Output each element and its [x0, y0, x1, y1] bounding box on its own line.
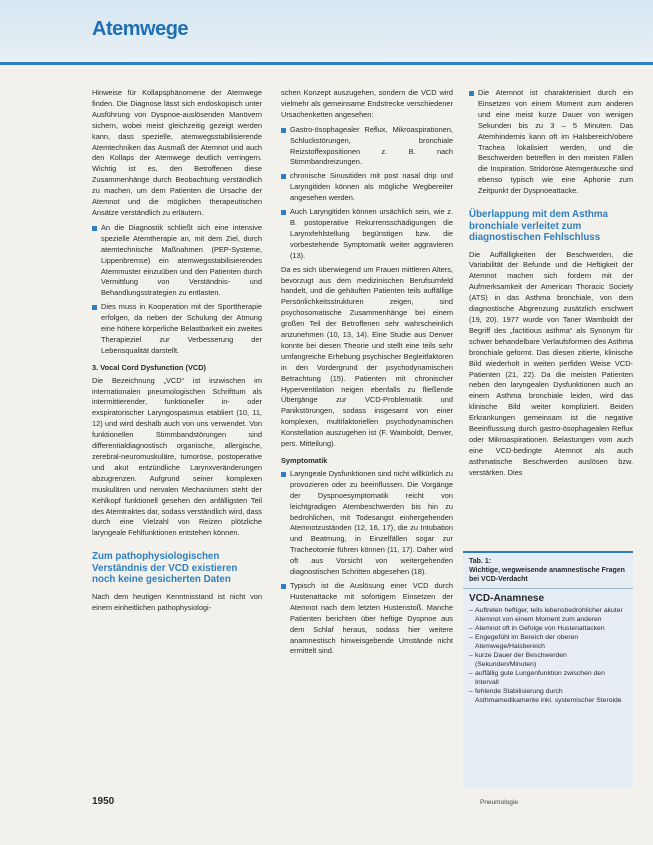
square-bullet-icon [281, 472, 286, 477]
subheading: 3. Vocal Cord Dysfunction (VCD) [92, 362, 207, 372]
paragraph: schen Konzept auszugehen, sondern die VCD wird vielmehr als gemeinsame Endstrecke verschiedener Ursachenketten angesehen: [281, 88, 453, 119]
table-item: – auffällig gute Lungenfunktion zwischen den Intervall [463, 669, 633, 687]
bullet-item: chronische Sinusitiden mit post nasal drip und Laryngitiden können als mögliche Wegbereiter angesehen werden. [281, 171, 453, 204]
square-bullet-icon [281, 584, 286, 589]
table-item: – Engegefühl im Bereich der oberen Atemwege/Halsbereich [463, 633, 633, 651]
column-1 [92, 88, 262, 618]
paragraph: Die Bezeichnung „VCD“ ist inzwischen im internationalen pneumologischen Schrifttum als intermittierender, funktioneller in- oder exspiratorischer Laryngospasmus etabliert (10, 11, 12) und wird deshalb auch von uns verwendet. Von funktionellen Stimmbandstörungen sind differentialdiagnostisch organische, allergische, zerebral-neuromuskuläre, tumoröse, postoperative und akut entzündliche Larynxveränderungen abzugrenzen. Aufgrund seiner komplexen muskulären und nervalen Mechanismen steht der Kehlkopf funktionell gesehen den anfälligsten Teil des Atemtraktes dar, sodass verständlich wird, dass durch eine Vielzahl von Reizen plötzliche laryngeale Fehlfunktionen entstehen können. [92, 375, 262, 538]
bullet-item: Auch Laryngitiden können ursächlich sein, wie z. B. postoperative Rekurrensschädigungen die Larynxfehlstellung begünstigen bzw. die vorbestehende Symptomatik weiter aggravieren (13). [281, 207, 453, 262]
column-3 [469, 88, 633, 483]
paragraph: Nach dem heutigen Kenntnisstand ist nicht von einem einheitlichen pathophysiologi- [92, 591, 262, 612]
journal-footer: Pneumologie [480, 799, 518, 806]
table-box [463, 551, 633, 788]
square-bullet-icon [469, 91, 474, 96]
table-heading: VCD-Anamnese [469, 593, 545, 604]
subheading: Symptomatik [281, 456, 328, 465]
table-item: – Atemnot oft in Gefolge von Hustenattacken [463, 624, 633, 633]
square-bullet-icon [92, 226, 97, 231]
bullet-item: An die Diagnostik schließt sich eine intensive spezielle Atemtherapie an, mit dem Ziel, durch atemtechnische Maßnahmen (PEP-Systeme, Lippenbremse) ein atemwegsstabilisierendes Atemmuster einzuüben und den Patienten durch Vermittlung von Verständnis- und Behandlungsstrategien zu entlasten. [92, 223, 262, 299]
table-caption: Wichtige, wegweisende anamnestische Fragen bei VCD-Verdacht [463, 566, 633, 589]
table-label: Tab. 1: [469, 558, 492, 565]
bullet-item: Dies muss in Kooperation mit der Sporttherapie erfolgen, da neben der Schulung der Atmung eine höhere körperliche Belastbarkeit ein zweites Therapieziel zur Verbesserung der Lebensqualität darstellt. [92, 302, 262, 357]
paragraph: Die Auffälligkeiten der Beschwerden, die Variabilität der Befunde und die Heftigkeit der Atemnot machen sich fordern mit der Aufmerksamkeit der American Thoracic Society (ATS) in das Asthma bronchiale, von dem diagnostische Abgrenzung zusätzlich erschwert (19, 20). 1977 wurde von Taner Wamboldt der Begriff des „factitious asthma“ als Synonym für schwer behandelbare Verlaufsformen des Asthma bronchiale geformt. Das diesen zitierte, klinische Bild wiederholt in weiten perfiden Weise VCD-Patienten (21, 22). Da die meisten Patienten neben den laryngealen Dysfunktionen auch an einem Asthma bronchiale leiden, wird das klinische Bild weiter kompliziert. Beiden Erkrankungen gemeinsam ist die negative Beeinflussung durch gastro-ösophagealen Reflux oder Mikroaspirationen. Belastungen vom auch eine VCD-bedingte Atemnot als auch asthmatische Beschwerden auslösen bzw. verstärken. Dies [469, 249, 633, 477]
paragraph: Hinweise für Kollapsphänomene der Atemwege finden. Die Diagnose lässt sich endoskopisch unter Ausführung von Dyspnoe-auslösenden Manövern sichern, wobei meist gleichzeitig gezeigt werden kann, dass spezielle, atemwegsstabilisierende Atemtechniken das Ausmaß der Atemnot und auch den Kollaps der Atemwege deutlich verringern. Wichtig ist es, den Betroffenen diese Zusammenhänge durch Beobachtung verständlich zu machen, um dem Patienten die Ursache der Atemnot und die möglichen therapeutischen Ansätze verständlich zu erläutern. [92, 88, 262, 217]
table-item: – fehlende Stabilisierung durch Asthmamedikamente inkl. systemischer Steroide [463, 687, 633, 705]
square-bullet-icon [92, 305, 97, 310]
table-item: – kurze Dauer der Beschwerden (Sekunden/Minuten) [463, 651, 633, 669]
bullet-item: Laryngeale Dysfunktionen sind nicht willkürlich zu provozieren oder zu beeinflussen. Die Vorgänge der Dyspnoesymptomatik reicht von leichtgradigen Atembeschwerden bis hin zu bedrohlichen, mit Todesangst einhergehenden Atemnotzuständen (12, 16, 17), die zu Intubation und Beatmung, in Einzelfällen sogar zur Tracheotomie führen können (11, 17). Daher wird oft aus Vorsicht von weitergehenden diagnostischen Schritten abgesehen (18). [281, 469, 453, 578]
header-rule [0, 62, 653, 65]
bullet-item: Typisch ist die Auslösung einer VCD durch Hustenattacke mit sofortigem Einsetzen der Atemnot nach dem letzten Hustenstoß. Manche Patienten berichten über heftige Dyspnoe aus dem Schlaf heraus, sodass hier weitere anamnestisch hinweisgebende Umstände nicht ermittelt sind. [281, 581, 453, 657]
bullet-item: Gastro-ösophagealer Reflux, Mikroaspirationen, Schluckstörungen, bronchiale Reizstoffexpositionen z. B. nach Stimmbandreizungen. [281, 125, 453, 169]
section-title: Atemwege [92, 18, 189, 40]
square-bullet-icon [281, 128, 286, 133]
square-bullet-icon [281, 210, 286, 215]
bullet-item: Die Atemnot ist charakterisiert durch ein Einsetzen von einem Moment zum anderen und eine meist kurze Dauer von wenigen Sekunden bis zu 3 – 5 Minuten. Das Atemhindernis kann oft im Halsbereich/obere Trachea lokalisiert werden, und die Beschwerden betreffen in den meisten Fällen die Inspiration. Stridoröse Atemgeräusche sind ebenso typisch wie eine Aphonie zum Zeitpunkt der Dyspnoeattacke. [469, 88, 633, 197]
table-item: – Auftreten heftiger, tells lebensbedrohlicher akuter Atemnot von einem Moment zum anderen [463, 606, 633, 624]
paragraph: Da es sich überwiegend um Frauen mittleren Alters, bevorzugt aus dem medizinischen Berufsumfeld handelt, und die gehäuften Patienten teils auffällige Persönlichkeitsstrukturen zeigen, sind psychosomatische Zusammenhänge bei einem großen Teil der Betroffenen sehr wahrscheinlich anzunehmen (10, 13, 14). Eine Studie aus Denver konnte bei diesen Theorie und stellt eine teils sehr umfangreiche Erhebung psychischer Begleitfaktoren in den Vordergrund der psychodynamischen Betrachtung (15). Patienten mit chronischer Hyperventilation neigen ebenfalls zu fließende Übergänge zur VCD-Problematik und Panikstörungen, sodass insgesamt von einer komplexen, multifaktoriellen psychodynamischen Konstellation auszugehen ist (F. Wamboldt, Denver, pers. Mitteilung). [281, 264, 453, 449]
blue-heading: Zum pathophysiologischen Verständnis der VCD existieren noch keine gesicherten Daten [92, 551, 238, 586]
square-bullet-icon [281, 174, 286, 179]
blue-heading: Überlappung mit dem Asthma bronchiale verleitet zum diagnostischen Fehlschluss [469, 209, 608, 244]
page-number: 1950 [92, 796, 115, 807]
column-2 [281, 88, 453, 660]
